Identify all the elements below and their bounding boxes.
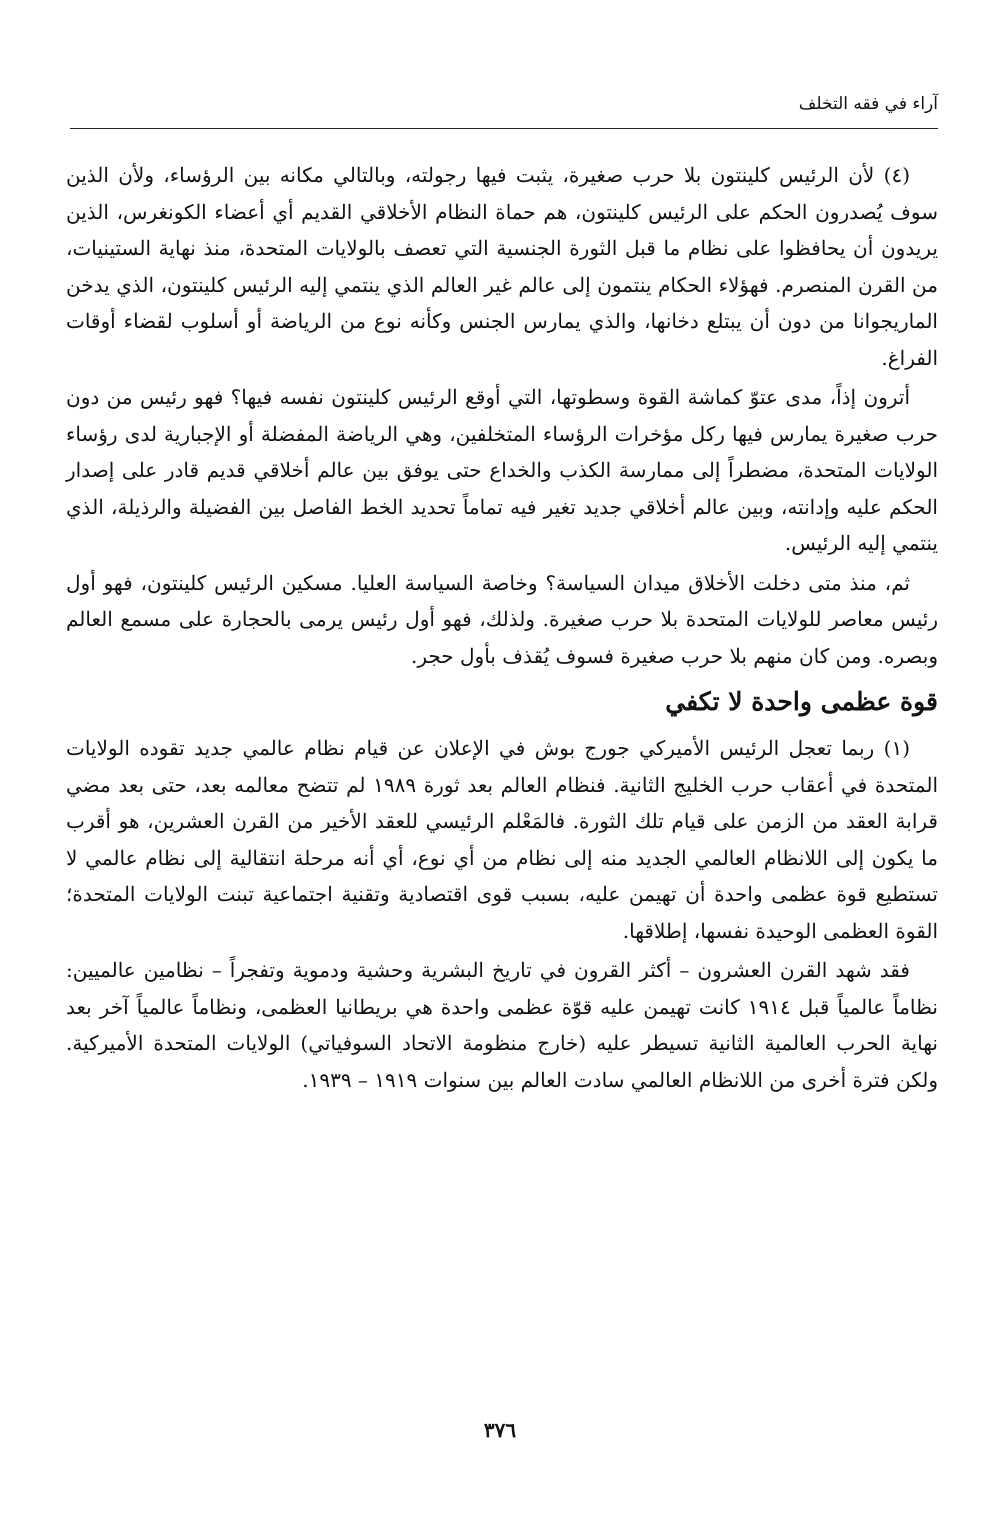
running-header: آراء في فقه التخلف xyxy=(798,94,938,114)
section-heading: قوة عظمى واحدة لا تكفي xyxy=(665,687,938,716)
paragraph-clinton-war: (٤) لأن الرئيس كلينتون بلا حرب صغيرة، يثبت فيها رجولته، وبالتالي مكانه بين الرؤساء، ولأن الذين سوف يُصدرون الحكم على الرئيس كلينتون، هم حماة النظام الأخلاقي القديم أي أعضاء الكونغرس، الذين يريدون أن يحافظوا على نظام ما قبل الثورة الجنسية التي تعصف بالولايات المتحدة، منذ نهاية الستينيات، من القرن المنصرم. فهؤلاء الحكام ينتمون إلى عالم غير العالم الذي ينتمي إليه الرئيس كلينتون، الذي يدخن الماريجوانا من دون أن يبتلع دخانها، والذي يمارس الجنس وكأنه نوع من الرياضة أو أسلوب لقضاء أوقات الفراغ. xyxy=(66,163,938,370)
paragraph-power-pincer: أترون إذاً، مدى عتوّ كماشة القوة وسطوتها، التي أوقع الرئيس كلينتون نفسه فيها؟ فهو رئيس من دون حرب صغيرة يمارس فيها ركل مؤخرات الرؤساء المتخلفين، وهي الرياضة المفضلة أو الإجبارية لدى رؤساء الولايات المتحدة، مضطراً إلى ممارسة الكذب والخداع حتى يوفق بين عالم أخلاقي قديم قادر على إصدار الحكم عليه وإدانته، وبين عالم أخلاقي جديد تغير فيه تماماً تحديد الخط الفاصل بين الفضيلة والرذيلة، الذي ينتمي إليه الرئيس. xyxy=(66,385,938,555)
header-rule xyxy=(70,128,938,129)
page-content xyxy=(66,157,938,1101)
paragraph-twentieth-century: فقد شهد القرن العشرون – أكثر القرون في تاريخ البشرية وحشية ودموية وتفجراً – نظامين عالميين: نظاماً عالمياً قبل ١٩١٤ كانت تهيمن عليه قوّة عظمى واحدة هي بريطانيا العظمى، ونظاماً عالمياً آخر بعد نهاية الحرب العالمية الثانية تسيطر عليه (خارج منظومة الاتحاد السوفياتي) الولايات المتحدة الأميركية. ولكن فترة أخرى من اللانظام العالمي سادت العالم بين سنوات ١٩١٩ – ١٩٣٩. xyxy=(66,958,938,1092)
paragraph-ethics-politics: ثم، منذ متى دخلت الأخلاق ميدان السياسة؟ وخاصة السياسة العليا. مسكين الرئيس كلينتون، فهو أول رئيس معاصر للولايات المتحدة بلا حرب صغيرة. ولذلك، فهو أول رئيس يرمى بالحجارة على مسمع العالم وبصره. ومن كان منهم بلا حرب صغيرة فسوف يُقذف بأول حجر. xyxy=(66,570,938,668)
paragraph-new-world-order: (١) ربما تعجل الرئيس الأميركي جورج بوش في الإعلان عن قيام نظام عالمي جديد تقوده الولايات المتحدة في أعقاب حرب الخليج الثانية. فنظام العالم بعد ثورة ١٩٨٩ لم تتضح معالمه بعد، حتى بعد مضي قرابة العقد من الزمن على قيام تلك الثورة. فالمَعْلم الرئيسي للعقد الأخير من القرن العشرين، هو أقرب ما يكون إلى اللانظام العالمي الجديد منه إلى نظام من أي نوع، أي أنه مرحلة انتقالية إلى نظام عالمي لا تستطيع قوة عظمى واحدة أن تهيمن عليه، بسبب قوى اقتصادية وتقنية اجتماعية تبنت الولايات المتحدة؛ القوة العظمى الوحيدة نفسها، إطلاقها. xyxy=(66,736,938,943)
page-number: ٣٧٦ xyxy=(483,1418,517,1442)
